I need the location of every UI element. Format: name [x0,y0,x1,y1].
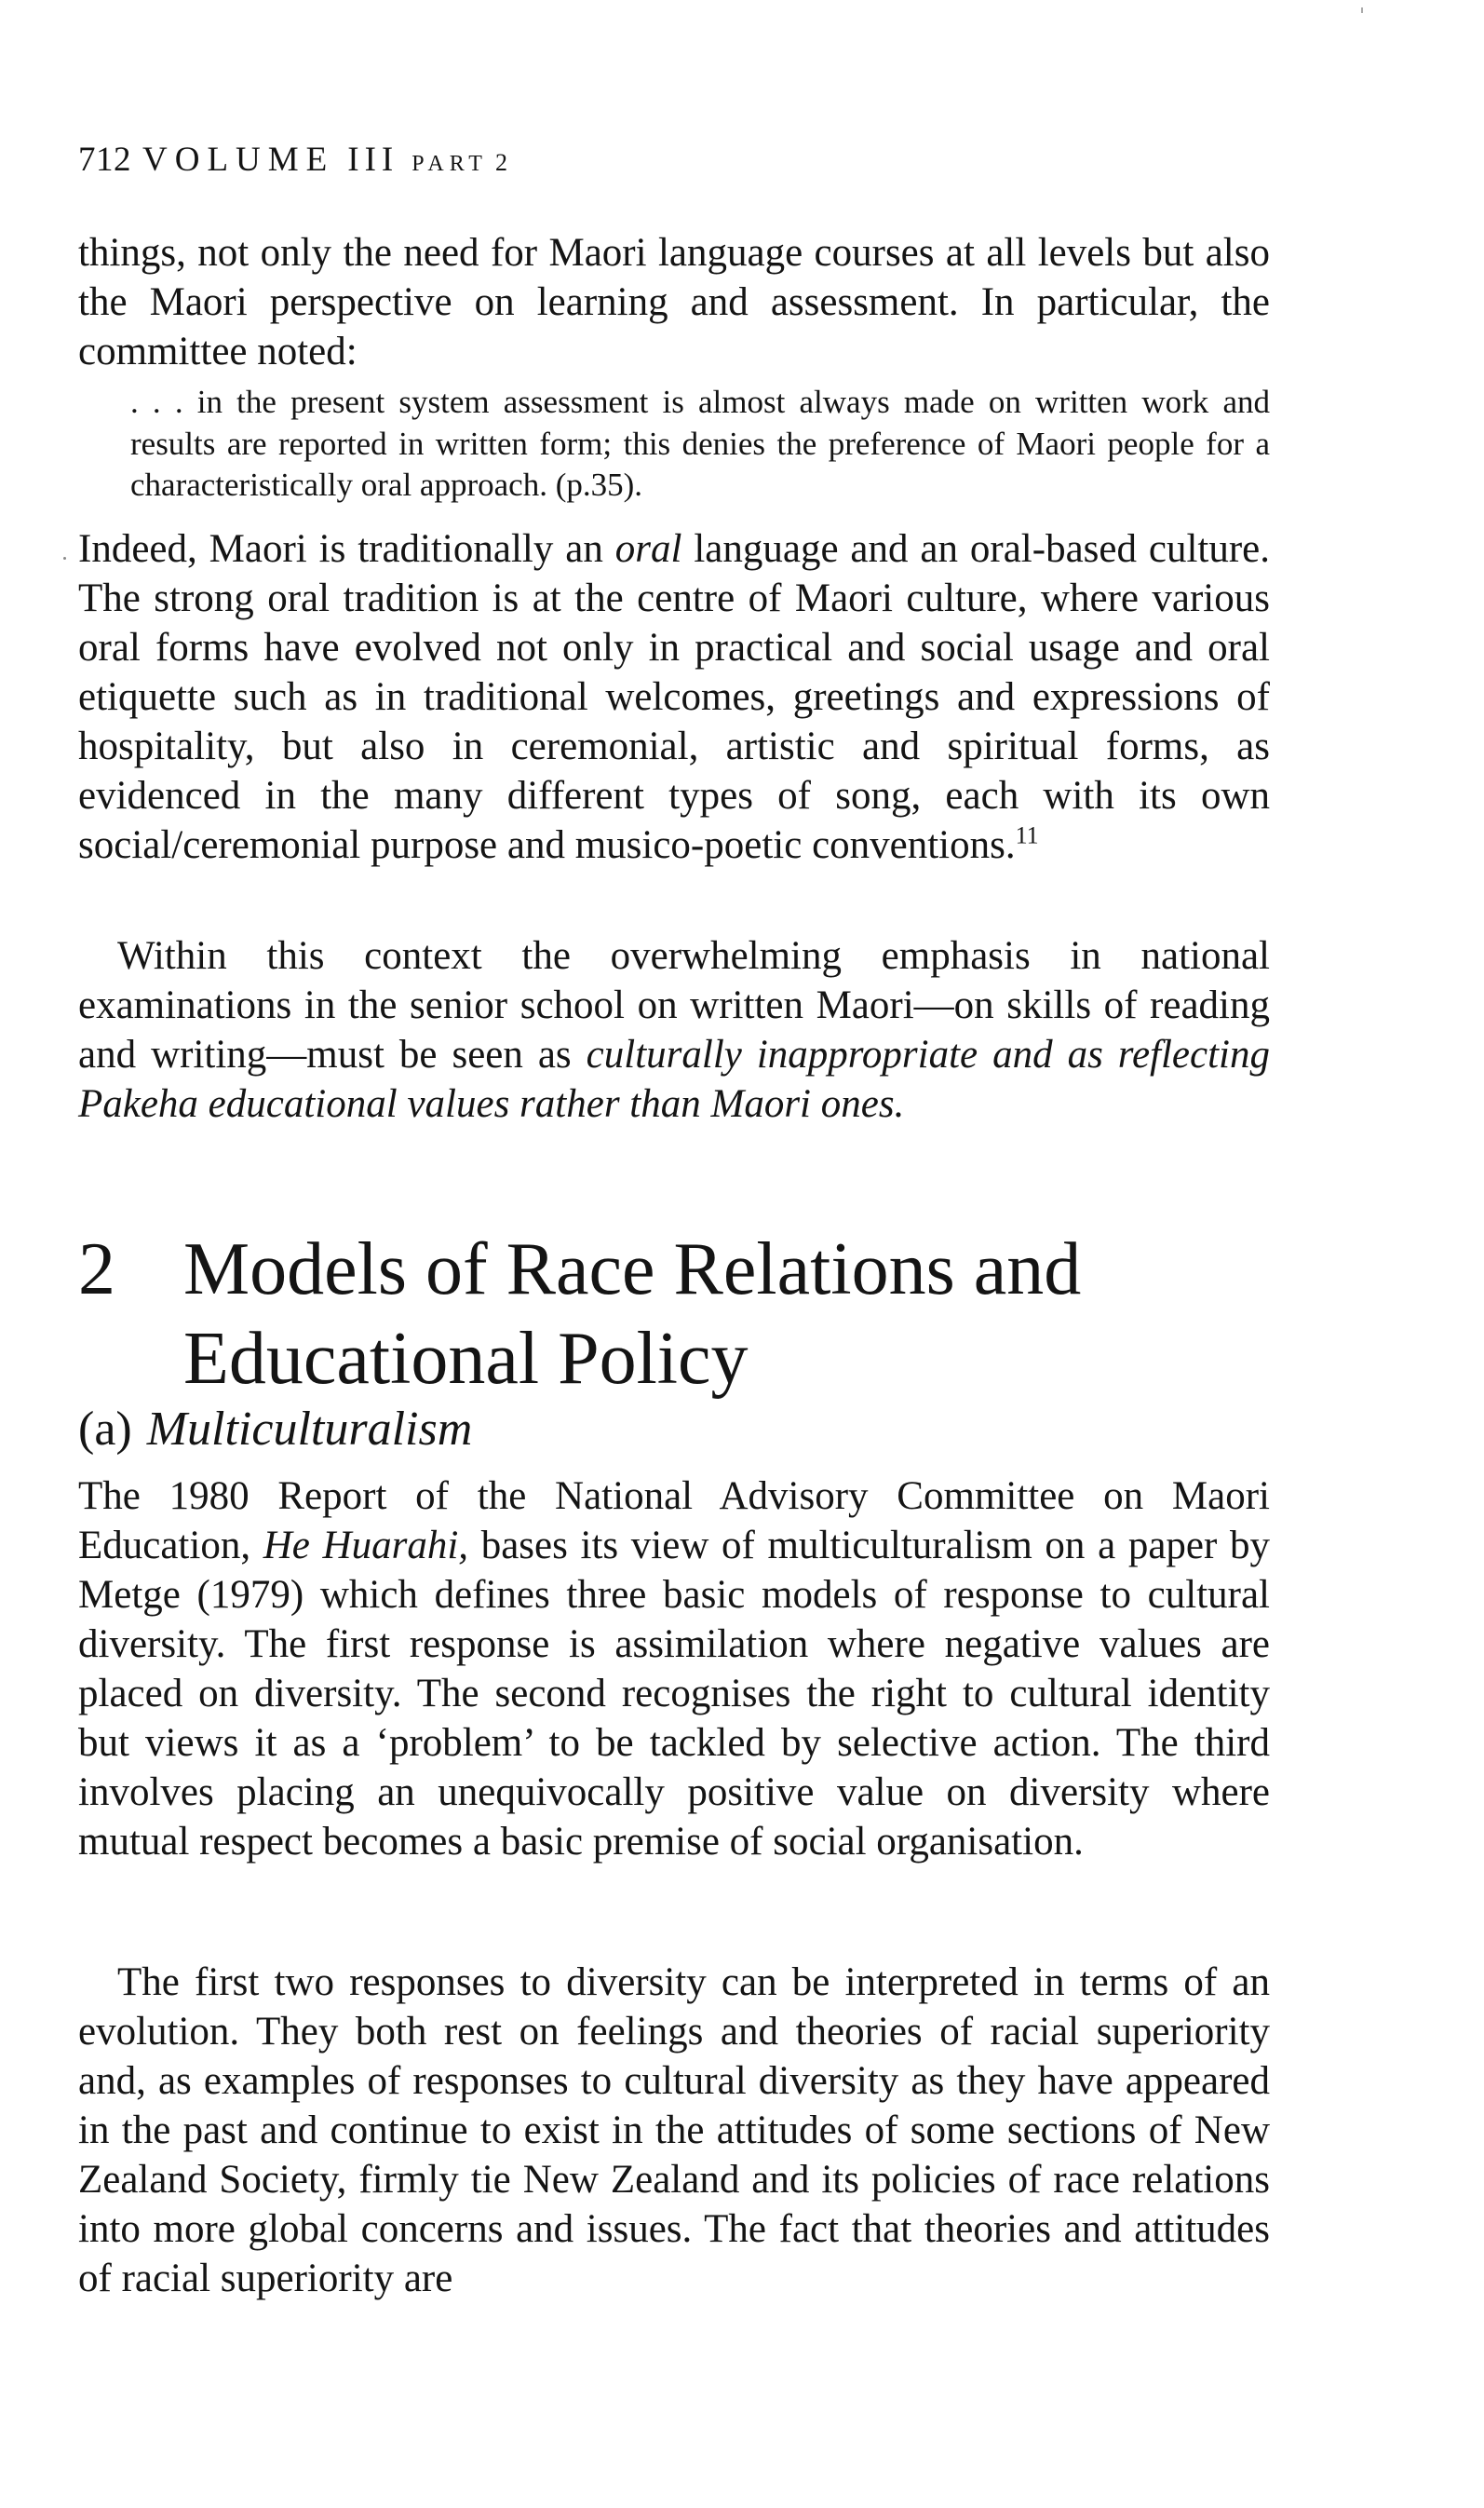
part-word: PART [411,152,488,176]
p3-italic-emphasis: culturally inappropriate and as reflecting Pakeha educational values rather than Maori ones. [78,1033,1270,1126]
section-label: (a) [78,1403,132,1456]
paragraph-oral-tradition [78,524,1270,870]
p3-text: Within this context the overwhelming emphasis in national examinations in the senior school on written Maori—on skills of reading and writing—must be seen as [78,934,1270,1077]
section-heading [78,1402,472,1457]
paragraph-context [78,931,1270,1129]
section-title: Multiculturalism [146,1403,473,1456]
chapter-title-line-2: Educational Policy [183,1318,749,1400]
paragraph-responses: The first two responses to diversity can be interpreted in terms of an evolution. They both rest on feelings and theories of racial superiority and, as examples of responses to cultural diversity as they have appeared in the past and continue to exist in the attitudes of some sections of New Zealand Society, firmly tie New Zealand and its policies of race relations into more global concerns and issues. The fact that theories and attitudes of racial superiority are [78,1960,1270,2300]
scan-edge-mark [1361,7,1363,13]
chapter-heading [78,1225,1270,1403]
p2-text-rest: language and an oral-based culture. The strong oral tradition is at the centre of Maori culture, where various oral forms have evolved not only in practical and social usage and oral etiquette such as in traditional welcomes, greetings and expressions of hospitality, but also in ceremonial, artistic and spiritual forms, as evidenced in the many different types of song, each with its own social/ceremonial purpose and musico-poetic conventions. [78,527,1270,867]
paragraph-continuation: things, not only the need for Maori language courses at all levels but also the Maori perspective on learning and assessment. In particular, the committee noted: [78,231,1270,373]
paragraph-he-huarahi [78,1471,1270,1866]
chapter-number: 2 [78,1228,115,1310]
footnote-ref-11[interactable]: 11 [1015,821,1039,849]
page-number: 712 [78,141,131,179]
p4-italic-title: He Huarahi, [263,1524,469,1567]
part-number: 2 [494,149,508,176]
volume-number: III [347,141,399,179]
margin-dot [63,557,66,560]
volume-word: VOLUME [142,141,335,179]
p4-text-rest: bases its view of multiculturalism on a paper by Metge (1979) which defines three basic models of response to cultural diversity. The first response is assimilation where negative values are placed on diversity. The second recognises the right to cultural identity but views it as a ‘problem’ to be tackled by selective action. The third involves placing an unequivocally positive value on diversity where mutual respect becomes a basic premise of social organisation. [78,1524,1270,1864]
p2-text-start: Indeed, Maori is traditionally an [78,527,615,571]
chapter-title-line-1: Models of Race Relations and [183,1228,1082,1310]
running-head [78,140,507,180]
p2-italic-oral: oral [614,527,682,571]
block-quote: . . . in the present system assessment is almost always made on written work and results are reported in written form; this denies the preference of Maori people for a characteristically oral approach. (p.35). [130,384,1270,503]
p4-text-start: The 1980 Report of the National Advisory Committee on Maori Education, [78,1474,1270,1567]
